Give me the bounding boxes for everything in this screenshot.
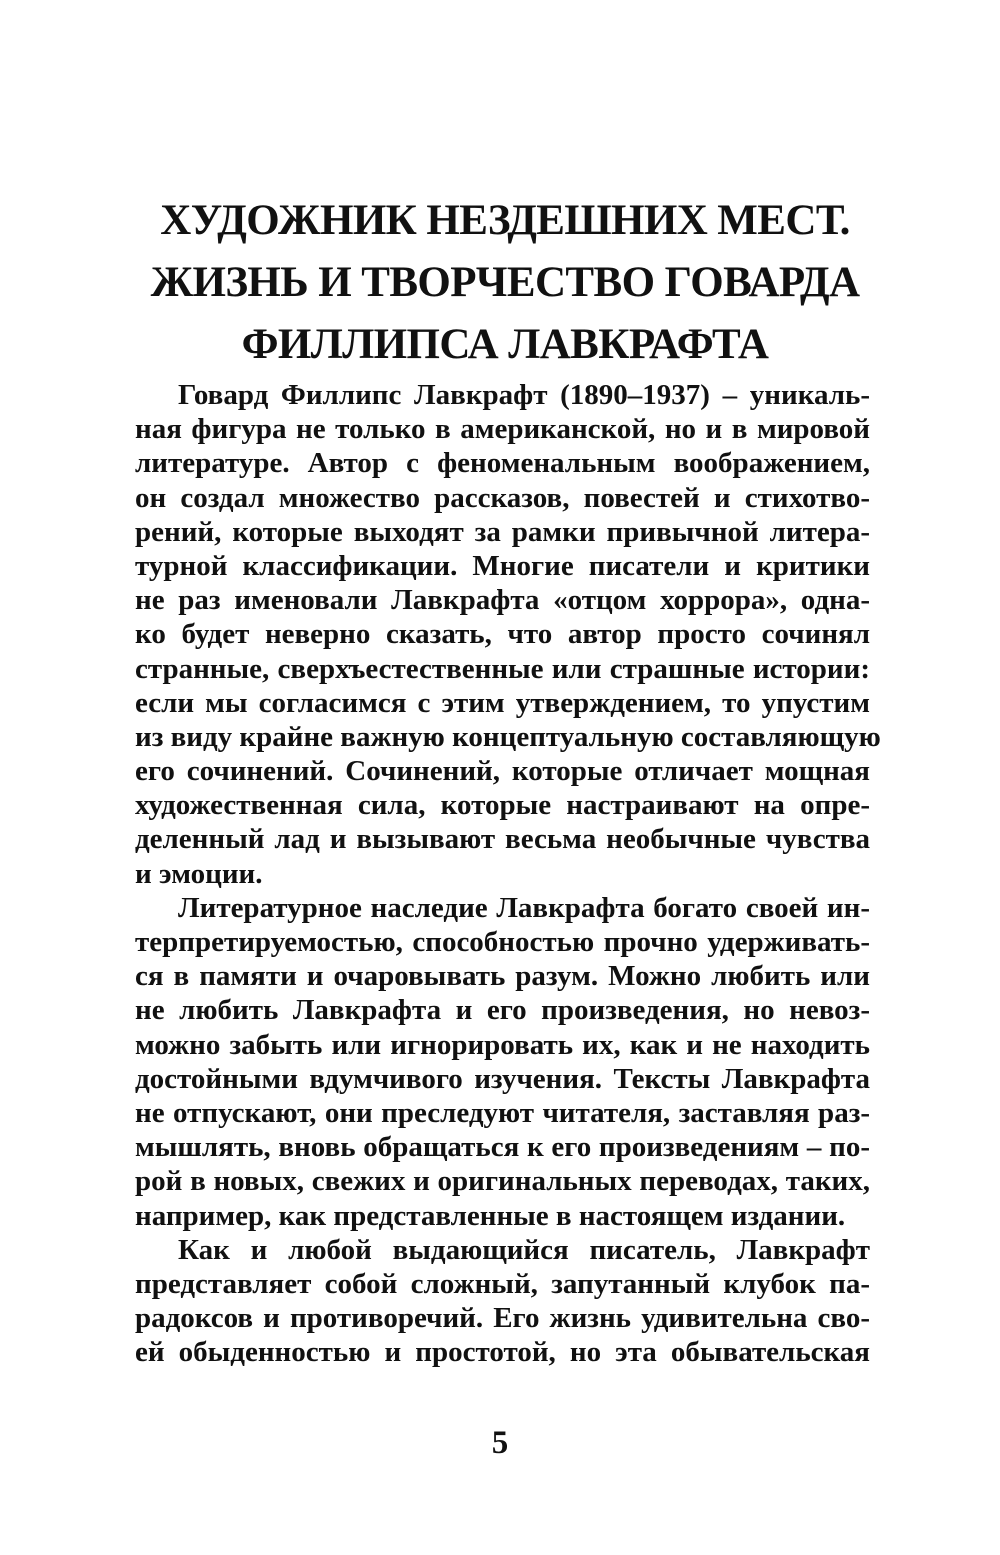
- chapter-title: [120, 190, 890, 376]
- text-line: не раз именовали Лавкрафта «отцом хоррора», одна-: [135, 584, 870, 617]
- text-line: литературе. Автор с феноменальным воображением,: [135, 447, 870, 480]
- body-text: [135, 378, 881, 1369]
- text-line: не отпускают, они преследуют читателя, заставляя раз-: [135, 1096, 870, 1129]
- text-line: если мы согласимся с этим утверждением, то упустим: [135, 686, 870, 719]
- text-line: Литературное наследие Лавкрафта богато своей ин-: [178, 891, 870, 924]
- text-line: странные, сверхъестественные или страшные истории:: [135, 652, 870, 685]
- title-line: ЖИЗНЬ И ТВОРЧЕСТВО ГОВАРДА: [150, 259, 860, 306]
- text-line: мышлять, вновь обращаться к его произведениям – по-: [135, 1131, 870, 1164]
- text-line: из виду крайне важную концептуальную составляющую: [135, 720, 881, 753]
- title-line: ХУДОЖНИК НЕЗДЕШНИХ МЕСТ.: [160, 197, 850, 244]
- text-line: турной классификации. Многие писатели и критики: [135, 549, 870, 582]
- text-line: ся в памяти и очаровывать разум. Можно любить или: [135, 960, 870, 993]
- text-line: ей обыденностью и простотой, но эта обывательская: [135, 1336, 870, 1369]
- text-line: деленный лад и вызывают весьма необычные чувства: [135, 823, 870, 856]
- text-line: достойными вдумчивого изучения. Тексты Лавкрафта: [135, 1062, 870, 1095]
- text-line: художественная сила, которые настраивают на опре-: [135, 789, 870, 822]
- text-line: радоксов и противоречий. Его жизнь удивительна сво-: [135, 1302, 870, 1335]
- paragraph: [135, 891, 870, 1233]
- text-line: Говард Филлипс Лавкрафт (1890–1937) – уникаль-: [178, 379, 870, 411]
- text-line: его сочинений. Сочинений, которые отличает мощная: [135, 755, 870, 788]
- text-line: Как и любой выдающийся писатель, Лавкрафт: [178, 1233, 870, 1266]
- paragraph: [135, 378, 881, 891]
- text-line: и эмоции.: [135, 857, 263, 890]
- text-line: он создал множество рассказов, повестей и стихотво-: [135, 481, 870, 514]
- text-line: рений, которые выходят за рамки привычной литера-: [135, 515, 870, 548]
- page-number: 5: [491, 1425, 509, 1461]
- text-line: рой в новых, свежих и оригинальных переводах, таких,: [135, 1165, 870, 1198]
- text-line: не любить Лавкрафта и его произведения, но невоз-: [135, 994, 870, 1027]
- text-line: представляет собой сложный, запутанный клубок па-: [135, 1267, 870, 1300]
- text-line: ко будет неверно сказать, что автор просто сочинял: [135, 618, 870, 651]
- text-line: ная фигура не только в американской, но и в мировой: [135, 413, 870, 446]
- paragraph: [135, 1233, 870, 1370]
- title-line: ФИЛЛИПСА ЛАВКРАФТА: [241, 321, 769, 368]
- text-line: можно забыть или игнорировать их, как и не находить: [135, 1028, 870, 1061]
- text-line: например, как представленные в настоящем издании.: [135, 1199, 846, 1232]
- text-line: терпретируемостью, способностью прочно удерживать-: [135, 926, 870, 958]
